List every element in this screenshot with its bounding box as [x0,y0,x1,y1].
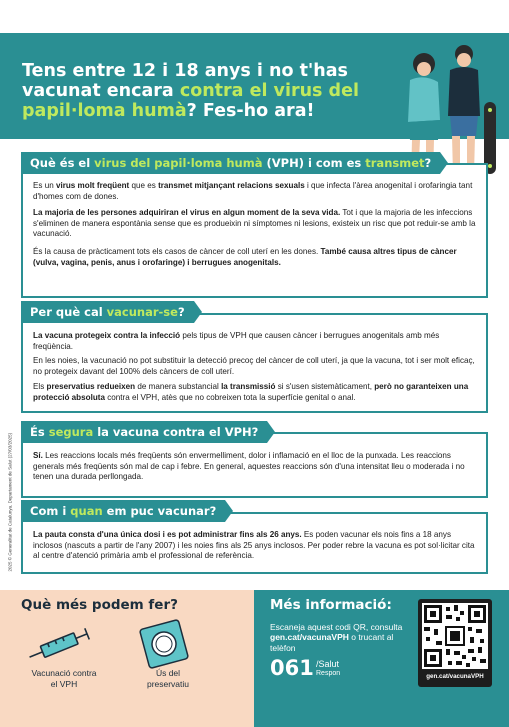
section-heading-safety: És segura la vacuna contra el VPH? [21,421,267,443]
paragraph: La pauta consta d'una única dosi i es pot administrar fins als 26 anys. Es poden vacunar els nois fins a 18 anys inclosos (nascuts a partir de l'any 2007) i les noies fins als 25 anys inclosos. Per poder rebre la vacuna es pot sol·licitar cita al centre d'atenció primària amb el professional de referència. [33,530,475,561]
page-title: Tens entre 12 i 18 anys i no t'has vacunat encara contra el virus del papil·loma humà? Fes-ho ara! [22,61,359,121]
paragraph: En les noies, la vacunació no pot substituir la detecció precoç del càncer de coll uterí, ja que la vacuna, tot i ser molt eficaç, no protegeix davant del 100% dels càncers de coll uterí. [33,356,475,376]
section-heading-what-is: Què és el virus del papil·loma humà (VPH) i com es transmet? [21,152,440,174]
paragraph: La majoria de les persones adquiriran el virus en algun moment de la seva vida. Tot i que la majoria de les infeccions s'eliminen de manera espontània sense que es produeixin ni símptomes ni lesions, existeix un risc que pot reduir-se amb la vacunació. [33,208,476,239]
paragraph: Es un virus molt freqüent que es transmet mitjançant relacions sexuals i que infecta l'àrea anogenital i orofaringia tant d'homes com de dones. [33,181,473,201]
syringe-icon [23,622,101,666]
section-heading-why: Per què cal vacunar-se? [21,301,194,323]
paragraph: Sí. Les reaccions locals més freqüents són envermelliment, dolor i inflamació en el lloc de la punxada. Les reaccions generals més freqüents són mal de cap i febre. En general, aquestes reaccions són d'una intensitat lleu o moderada i no tenen una durada perllongada. [33,451,465,482]
side-credit: 2025 © Generalitat de Catalunya. Departament de Salut (27/03/2025) [7,432,13,572]
paragraph: Els preservatius redueixen de manera substancial la transmissió si s'usen sistemàticament, però no garanteixen una protecció absoluta contra el VPH, atès que no cobreixen tota la superfície genital o anal. [33,382,469,402]
paragraph: La vacuna protegeix contra la infecció pels tipus de VPH que causen càncer i berrugues anogenitals amb més freqüència. [33,331,440,351]
salut-respon-logo: /Salut Respon [316,659,341,677]
condom-caption: Ús del preservatiu [146,668,190,689]
qr-code-icon[interactable] [422,603,488,669]
info-link[interactable]: gen.cat/vacunaVPH [270,632,349,643]
more-info-title: Més informació: [270,597,392,613]
phone-number[interactable]: 061 [270,656,314,680]
section-heading-when: Com i quan em puc vacunar? [21,500,225,522]
paragraph: És la causa de pràcticament tots els casos de càncer de coll uterí en les dones. També causa altres tipus de càncer (vulva, vagina, penis, anus i orofaringe) i berrugues anogenitals. [33,247,457,267]
vaccination-caption: Vacunació contra el VPH [31,668,97,689]
more-info-text: Escaneja aquest codi QR, consulta gen.cat/vacunaVPH o trucant al telèfon [270,622,403,653]
condom-icon [136,618,192,670]
prevention-title: Què més podem fer? [21,597,178,613]
qr-url-label: gen.cat/vacunaVPH [426,673,484,680]
